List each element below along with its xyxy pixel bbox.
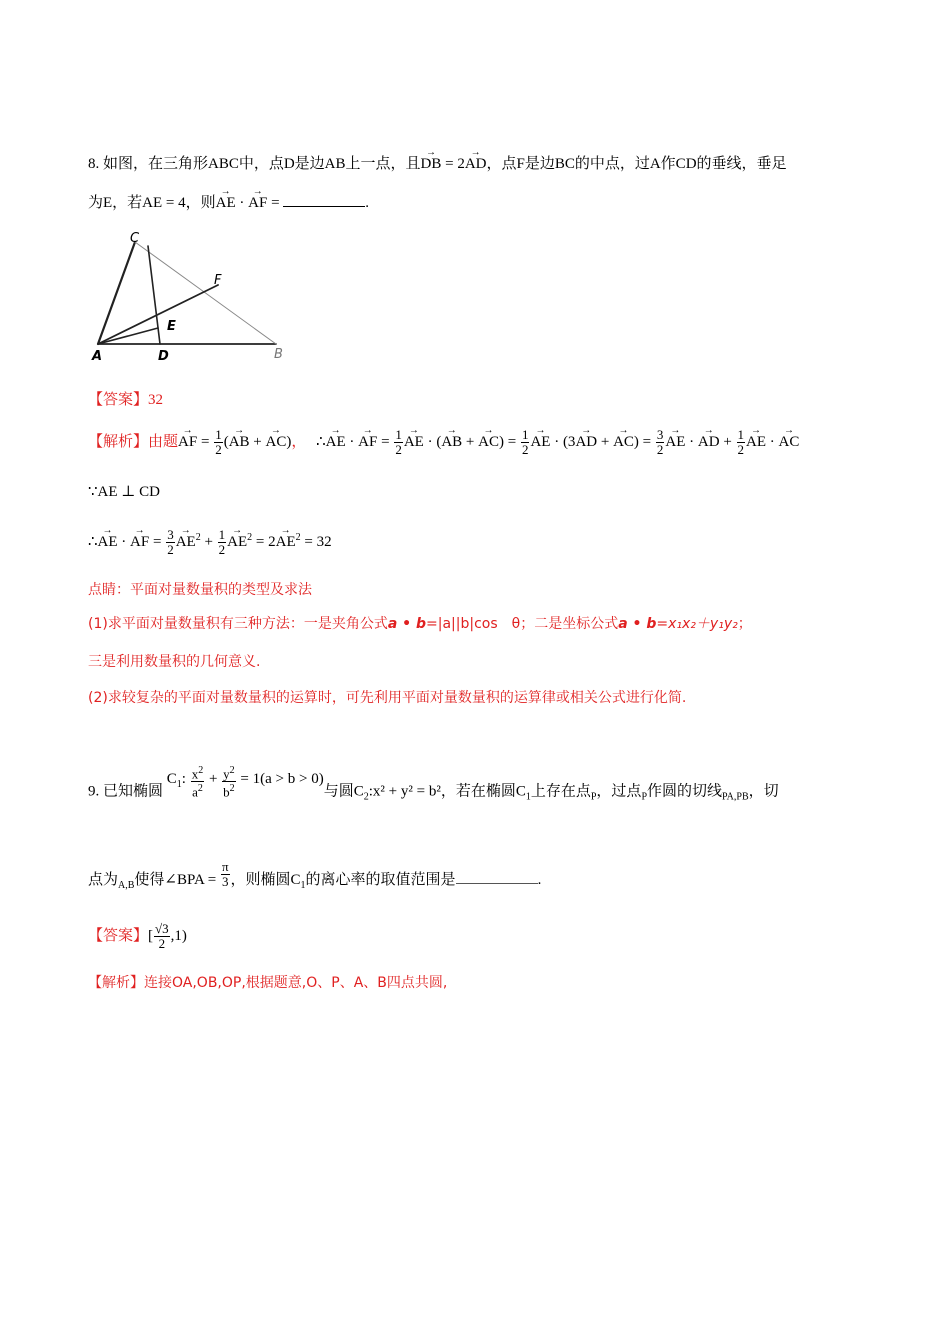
q9-line2 bbox=[88, 859, 542, 896]
answer-tag: 【答案】 bbox=[88, 392, 149, 408]
subscript: 1 bbox=[300, 879, 306, 891]
c-letter: C bbox=[290, 871, 301, 888]
vec-ac: → AC bbox=[478, 432, 499, 452]
q8-therefore-line bbox=[88, 528, 332, 557]
tip-title: 点睛：平面对量数量积的类型及求法 bbox=[88, 582, 312, 598]
q9-text-b: ，若在椭圆 bbox=[440, 783, 516, 800]
frac-den: 2 bbox=[521, 442, 529, 457]
fraction-half bbox=[521, 428, 530, 457]
vec-ae: → AE bbox=[98, 532, 118, 552]
vec-af: → AF bbox=[248, 193, 267, 213]
frac-num: 1 bbox=[521, 427, 529, 442]
fraction-half bbox=[218, 528, 227, 557]
final-eq: = 2 bbox=[252, 534, 276, 550]
vec-ae: → AE bbox=[404, 432, 424, 452]
label-f: F bbox=[214, 273, 222, 288]
vec-ae: → AE bbox=[276, 532, 296, 552]
frac-num: 1 bbox=[218, 527, 226, 543]
frac-num: 1 bbox=[395, 427, 402, 442]
eq-2: = 2 bbox=[441, 156, 465, 172]
superscript: 2 bbox=[195, 532, 201, 543]
tip1-eq: = bbox=[656, 616, 669, 632]
eq-op: = bbox=[638, 433, 655, 450]
tip1-coord: x₁x₂＋y₁y₂ bbox=[668, 616, 738, 632]
vec-ae: → AE bbox=[176, 532, 196, 552]
fraction-sqrt3-2 bbox=[154, 922, 170, 951]
analysis-text: 连接OA,OB,OP,根据题意,O、P、A、B四点共圆, bbox=[144, 975, 448, 991]
bracket-close: ,1) bbox=[170, 927, 187, 944]
frac-den: 2 bbox=[395, 442, 402, 457]
vec-af: → AF bbox=[358, 432, 377, 452]
vec-ab: → AB bbox=[441, 432, 462, 452]
frac-den: 2 bbox=[218, 542, 226, 558]
label-c: C bbox=[130, 232, 140, 246]
fraction-three-halves bbox=[656, 428, 665, 457]
paren: ( bbox=[436, 433, 442, 450]
tip-line1 bbox=[88, 614, 752, 634]
eq-op: = bbox=[149, 534, 166, 550]
frac-den: 2 bbox=[215, 442, 222, 457]
answer-value: 32 bbox=[148, 392, 164, 408]
frac-den: 2 bbox=[167, 542, 174, 558]
paren: ( bbox=[223, 433, 229, 450]
tip1-formula2: a • b bbox=[618, 616, 657, 632]
q8-answer bbox=[88, 390, 163, 410]
eq-op: = bbox=[197, 433, 214, 450]
vec-ae: → AE bbox=[216, 193, 236, 213]
because-symbol: ∵ bbox=[88, 484, 98, 500]
fraction-half bbox=[737, 428, 746, 457]
vec-ac: → AC bbox=[266, 432, 287, 452]
tip1-text: (1)求平面对量数量积有三种方法：一是夹角公式 bbox=[88, 616, 388, 632]
q9-analysis bbox=[88, 973, 447, 993]
vec-ae: → AE bbox=[746, 432, 766, 452]
plus: + bbox=[249, 433, 266, 450]
frac-num: 3 bbox=[167, 527, 174, 543]
circle-eq: :x² + y² = b² bbox=[368, 783, 441, 800]
dot-op: · bbox=[550, 433, 563, 450]
fraction-y2-b2 bbox=[222, 764, 236, 800]
pa-pb: PA,PB bbox=[722, 791, 749, 803]
frac-num: 3 bbox=[656, 427, 664, 442]
frac-den: 2 bbox=[656, 442, 664, 457]
frac-num: π bbox=[221, 859, 229, 874]
analysis-tag: 【解析】 bbox=[88, 433, 149, 450]
dot-op: · bbox=[235, 195, 249, 211]
dot-op: · bbox=[423, 433, 437, 450]
final-value: = 32 bbox=[300, 534, 332, 550]
q9-text-f: 的离心率的取值范围是 bbox=[305, 871, 456, 888]
label-a: A bbox=[92, 349, 103, 364]
label-b: B bbox=[274, 347, 283, 362]
q8-line2 bbox=[88, 192, 369, 213]
tangent-text: 作圆的切线 bbox=[647, 783, 723, 800]
plus: + bbox=[205, 771, 222, 788]
points-ab: A,B bbox=[118, 879, 135, 891]
label-d: D bbox=[158, 349, 169, 364]
q8-text-a: 8. 如图，在三角形ABC中，点D是边AB上一点，且 bbox=[88, 156, 421, 172]
subscript: 1 bbox=[525, 791, 531, 803]
paren: ) bbox=[633, 433, 639, 450]
point-p: P bbox=[641, 791, 647, 803]
tip1-formula: a • b bbox=[387, 616, 427, 632]
tip-line2: 三是利用数量积的几何意义. bbox=[88, 654, 261, 670]
dot-op: · bbox=[117, 534, 131, 550]
triangle-figure bbox=[88, 232, 298, 364]
q8-analysis-line1 bbox=[88, 428, 799, 457]
fraction-three-halves bbox=[166, 528, 175, 557]
dot-op: · bbox=[685, 433, 698, 450]
vec-db: → DB bbox=[421, 154, 442, 174]
eq-op: = bbox=[377, 433, 394, 450]
q8-line1 bbox=[88, 154, 787, 174]
q9-text-c: ，过点 bbox=[596, 783, 642, 800]
q8-because-line bbox=[88, 482, 160, 502]
condition: = 1(a > b > 0) bbox=[236, 771, 324, 788]
q9-text-e: ，则椭圆 bbox=[230, 871, 291, 888]
bracket: [ bbox=[148, 927, 154, 944]
perp-statement: AE ⊥ CD bbox=[97, 484, 160, 500]
superscript: 2 bbox=[197, 783, 203, 795]
vec-af: → AF bbox=[178, 432, 197, 452]
c-letter: C bbox=[515, 783, 526, 800]
vec-ad: → AD bbox=[465, 154, 487, 174]
paren: ) bbox=[498, 433, 504, 450]
colon: : bbox=[181, 771, 186, 788]
exists-text: 上存在点 bbox=[530, 783, 591, 800]
frac-den: 3 bbox=[221, 874, 229, 889]
superscript: 2 bbox=[229, 765, 235, 776]
q9-line1 bbox=[88, 765, 779, 814]
y-var: y bbox=[223, 766, 230, 782]
subscript: 2 bbox=[363, 791, 369, 803]
q8-text-c: 为E，若AE = 4，则 bbox=[88, 195, 216, 211]
fraction-half bbox=[214, 428, 223, 457]
vec-ad: → AD bbox=[575, 432, 597, 452]
superscript: 2 bbox=[247, 532, 253, 543]
q9-answer bbox=[88, 922, 187, 951]
label-e: E bbox=[167, 319, 176, 334]
superscript: 2 bbox=[198, 765, 204, 776]
frac-num: 1 bbox=[737, 427, 745, 442]
dot-op: · bbox=[345, 433, 359, 450]
period: . bbox=[537, 871, 542, 888]
vec-ae: → AE bbox=[326, 432, 346, 452]
tip1-abs: |a||b|cos θ bbox=[437, 616, 521, 632]
superscript: 2 bbox=[229, 783, 235, 795]
tip1-eq: = bbox=[426, 616, 438, 632]
tip-line3: (2)求较复杂的平面对量数量积的运算时，可先利用平面对量数量积的运算律或相关公式进行化简. bbox=[88, 690, 687, 706]
frac-num: 1 bbox=[215, 427, 222, 442]
answer-blank[interactable] bbox=[456, 869, 538, 884]
eq-op: = bbox=[267, 195, 284, 211]
vec-ae: → AE bbox=[227, 532, 247, 552]
angle-text: 使得∠BPA = bbox=[134, 871, 220, 888]
tip1-end: ； bbox=[737, 616, 752, 632]
vec-ae: → AE bbox=[665, 432, 685, 452]
period: . bbox=[365, 195, 370, 211]
plus: + bbox=[200, 534, 217, 550]
answer-tag: 【答案】 bbox=[88, 927, 149, 944]
frac-den: 2 bbox=[158, 936, 166, 951]
vec-ac: → AC bbox=[779, 432, 800, 452]
frac-num: √3 bbox=[155, 921, 169, 936]
q9-text-d: 点为 bbox=[88, 871, 119, 888]
fraction-pi-3 bbox=[221, 860, 230, 889]
vec-ac: → AC bbox=[613, 432, 634, 452]
plus: + bbox=[597, 433, 614, 450]
vec-af: → AF bbox=[130, 532, 149, 552]
therefore-symbol: ∴ bbox=[316, 433, 326, 450]
paren: ) bbox=[286, 433, 292, 450]
x-var: x bbox=[191, 766, 199, 782]
c-letter: C bbox=[353, 783, 364, 800]
superscript: 2 bbox=[295, 532, 301, 543]
qie-text: ，切 bbox=[748, 783, 779, 800]
point-p: P bbox=[590, 791, 597, 803]
with-circle: 与圆 bbox=[323, 783, 354, 800]
vec-ae: → AE bbox=[530, 432, 550, 452]
fraction-half bbox=[394, 428, 403, 457]
answer-blank[interactable] bbox=[283, 192, 365, 207]
plus: + bbox=[462, 433, 479, 450]
vec-ab: → AB bbox=[229, 432, 250, 452]
analysis-pre: 由题 bbox=[148, 433, 179, 450]
tip1-text-b: ；二是坐标公式 bbox=[520, 616, 619, 632]
segment-ae bbox=[98, 328, 158, 344]
subscript: 1 bbox=[176, 779, 182, 791]
comma: ， bbox=[291, 433, 307, 450]
therefore-symbol: ∴ bbox=[88, 534, 98, 550]
eq-op: = bbox=[503, 433, 520, 450]
dot-op: · bbox=[766, 433, 779, 450]
fraction-x2-a2 bbox=[191, 764, 205, 800]
vec-ad: → AD bbox=[698, 432, 720, 452]
frac-den: 2 bbox=[737, 442, 745, 457]
analysis-tag: 【解析】 bbox=[88, 975, 144, 991]
three-ad-prefix: (3 bbox=[562, 433, 576, 450]
b-var: b bbox=[223, 784, 230, 800]
q8-text-b: ，点F是边BC的中点，过A作CD的垂线，垂足 bbox=[486, 156, 787, 172]
c-letter: C bbox=[166, 771, 177, 788]
q9-text-a: 9. 已知椭圆 bbox=[88, 783, 164, 800]
ellipse-equation bbox=[166, 765, 324, 814]
a-var: a bbox=[192, 784, 198, 800]
plus: + bbox=[719, 433, 736, 450]
